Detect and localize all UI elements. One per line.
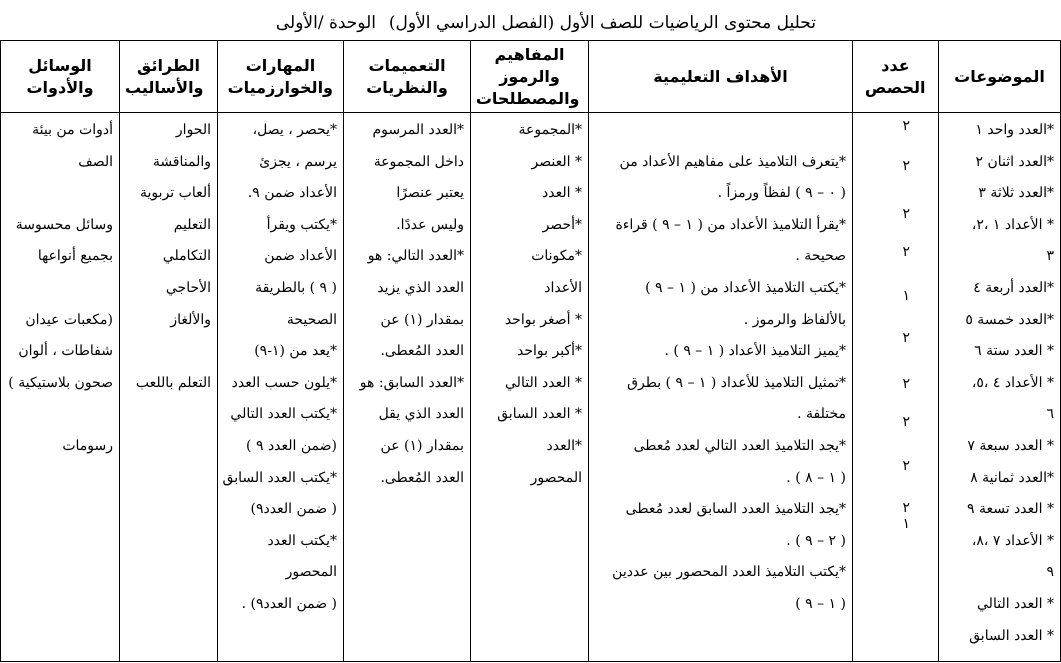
cell-line: العدد الذي يقل bbox=[378, 406, 464, 423]
cell-line: *العدد اثنان ٢ bbox=[975, 153, 1054, 170]
cell-line: ( ضمن العدد٩) . bbox=[241, 595, 337, 612]
column-sessions bbox=[852, 41, 938, 661]
cell-line: * العدد bbox=[542, 185, 582, 202]
cell-line: بمقدار (١) عن bbox=[380, 437, 464, 454]
cell-line: *العدد ثمانية ٨ bbox=[970, 469, 1054, 486]
header-concepts-label: المفاهيم والرموز والمصطلحات bbox=[475, 44, 580, 108]
session-count: ٢ bbox=[902, 118, 910, 134]
cell-line: * أصغر بواحد bbox=[504, 311, 582, 328]
column-concepts bbox=[470, 41, 588, 661]
cell-line: (ضمن العدد ٩ ) bbox=[246, 437, 337, 454]
cell-line: العدد المُعطى. bbox=[380, 343, 464, 360]
session-count: ١ bbox=[902, 288, 910, 304]
cell-line: * الأعداد ٤ ،٥، bbox=[971, 374, 1054, 391]
cell-line: ( ٩ ) بالطريقة bbox=[255, 279, 337, 296]
header-methods-label: الطرائق والأساليب bbox=[124, 55, 204, 97]
generalizations-list bbox=[344, 113, 470, 661]
cell-line: المحصور bbox=[530, 469, 582, 486]
session-count: ١ bbox=[902, 516, 910, 532]
header-sessions bbox=[853, 41, 938, 113]
page-header bbox=[0, 13, 1061, 37]
cell-line: * العدد ستة ٦ bbox=[974, 343, 1054, 360]
cell-line: * العدد تسعة ٩ bbox=[966, 501, 1054, 518]
header-tools-label: الوسائل والأدوات bbox=[26, 55, 94, 97]
cell-line: ( ١ – ٨ ) . bbox=[786, 469, 846, 486]
cell-line: ( ٠ – ٩ ) لفظاً ورمزاً . bbox=[717, 185, 846, 202]
cell-line: العدد الذي يزيد bbox=[377, 279, 464, 296]
unit-label: الوحدة /الأولى bbox=[275, 13, 376, 33]
cell-line: وسائل محسوسة bbox=[15, 216, 113, 233]
cell-line: *العدد خمسة ٥ bbox=[965, 311, 1054, 328]
cell-line bbox=[7, 178, 113, 210]
sessions-list bbox=[853, 113, 938, 661]
cell-line: التعلم باللعب bbox=[135, 374, 211, 391]
cell-line: والألغاز bbox=[170, 311, 211, 328]
tools-list bbox=[1, 113, 119, 661]
cell-line: *العدد التالي: هو bbox=[367, 248, 464, 265]
cell-line: ألعاب تربوية bbox=[140, 185, 211, 202]
column-objectives bbox=[588, 41, 852, 661]
cell-line: *العدد bbox=[546, 437, 582, 454]
cell-line: *العدد المرسوم bbox=[372, 122, 464, 138]
cell-line: بجميع أنواعها bbox=[37, 248, 113, 265]
cell-line: العدد المُعطى. bbox=[380, 469, 464, 486]
cell-line: *تمثيل التلاميذ للأعداد ( ١ – ٩ ) بطرق bbox=[627, 374, 846, 391]
cell-line bbox=[7, 399, 113, 431]
column-topics bbox=[938, 41, 1060, 661]
cell-line: والمناقشة bbox=[152, 153, 211, 170]
objectives-list bbox=[589, 113, 852, 661]
cell-line: *العدد ثلاثة ٣ bbox=[978, 185, 1054, 202]
cell-line: ٣ bbox=[1046, 248, 1054, 265]
cell-line: ( ١ – ٩ ) bbox=[795, 595, 846, 612]
cell-line: الأحاجي bbox=[165, 279, 211, 296]
cell-line: وليس عددًا. bbox=[396, 216, 464, 233]
cell-line: بالألفاظ والرموز . bbox=[743, 311, 846, 328]
methods-list bbox=[120, 113, 217, 661]
cell-line: *يكتب العدد bbox=[267, 532, 337, 549]
session-count: ٢ bbox=[902, 376, 910, 392]
cell-line: *أحصر bbox=[542, 216, 582, 233]
cell-line: صحون بلاستيكية ) bbox=[8, 374, 113, 391]
cell-line: مختلفة . bbox=[797, 406, 846, 423]
cell-line: *يكتب التلاميذ الأعداد من ( ١ – ٩ ) bbox=[645, 279, 846, 296]
session-count: ٢ bbox=[902, 500, 910, 516]
cell-line bbox=[7, 273, 113, 305]
cell-line: *يقرأ التلاميذ الأعداد من ( ١ – ٩ ) قراءة bbox=[615, 216, 846, 233]
header-skills-label: المهارات والخوارزميات bbox=[227, 55, 333, 97]
cell-line: التعليم bbox=[173, 216, 211, 233]
header-objectives: الأهداف التعليمية bbox=[589, 41, 852, 113]
column-generalizations bbox=[343, 41, 470, 661]
session-count: ٢ bbox=[902, 244, 910, 260]
header-tools bbox=[1, 41, 119, 113]
cell-line: شفاطات ، ألوان bbox=[18, 343, 113, 360]
cell-line: داخل المجموعة bbox=[373, 153, 464, 170]
cell-line: *يكتب التلاميذ العدد المحصور بين عددين bbox=[612, 564, 846, 581]
header-topics: الموضوعات bbox=[939, 41, 1060, 113]
cell-line: * العدد التالي bbox=[977, 595, 1054, 612]
header-concepts bbox=[471, 41, 588, 113]
cell-line: *يكتب العدد التالي bbox=[230, 406, 337, 423]
cell-line: الأعداد ضمن bbox=[264, 248, 337, 265]
cell-line: *أكبر بواحد bbox=[517, 343, 582, 360]
column-skills bbox=[217, 41, 343, 661]
cell-line: (مكعبات عيدان bbox=[25, 311, 113, 328]
session-count: ٢ bbox=[902, 330, 910, 346]
skills-list bbox=[218, 113, 343, 661]
concepts-list bbox=[471, 113, 588, 661]
cell-line bbox=[595, 115, 846, 147]
cell-line: رسومات bbox=[62, 437, 113, 454]
cell-line: *يجد التلاميذ العدد التالي لعدد مُعطى bbox=[633, 437, 846, 454]
header-generalizations bbox=[344, 41, 470, 113]
cell-line: *يميز التلاميذ الأعداد ( ١ – ٩ ) . bbox=[664, 343, 846, 360]
cell-line: التكاملي bbox=[162, 248, 211, 265]
cell-line: *يكتب ويقرأ bbox=[266, 216, 337, 233]
cell-line: ٦ bbox=[1046, 406, 1054, 423]
cell-line: الصحيحة bbox=[286, 311, 337, 328]
cell-line: *يتعرف التلاميذ على مفاهيم الأعداد من bbox=[619, 153, 846, 170]
cell-line: * العدد السابق bbox=[969, 627, 1054, 644]
column-methods bbox=[119, 41, 217, 661]
cell-line: يعتبر عنصرًا bbox=[396, 185, 464, 202]
cell-line: ( ٢ – ٩ ) . bbox=[786, 532, 846, 549]
header-sessions-label: عدد الحصص bbox=[864, 55, 926, 97]
session-count: ٢ bbox=[902, 158, 910, 174]
header-generalizations-label: التعميمات والنظريات bbox=[366, 55, 448, 97]
cell-line: *يلون حسب العدد bbox=[231, 374, 337, 391]
cell-line: ( ضمن العدد٩) bbox=[250, 501, 337, 518]
cell-line: ٩ bbox=[1046, 564, 1054, 581]
cell-line: *العدد أربعة ٤ bbox=[973, 279, 1054, 296]
cell-line: * الأعداد ٧ ،٨، bbox=[971, 532, 1054, 549]
content-analysis-table bbox=[0, 40, 1061, 662]
session-count: ٢ bbox=[902, 414, 910, 430]
cell-line: *يجد التلاميذ العدد السابق لعدد مُعطى bbox=[625, 501, 846, 518]
header-methods bbox=[120, 41, 217, 113]
cell-line: *يحصر ، يصل، bbox=[252, 122, 337, 138]
cell-line: * العنصر bbox=[531, 153, 582, 170]
cell-line: *يكتب العدد السابق bbox=[222, 469, 337, 486]
cell-line: *العدد السابق: هو bbox=[359, 374, 464, 391]
cell-line: يرسم ، يجزئ bbox=[259, 153, 337, 170]
cell-line bbox=[126, 336, 211, 368]
cell-line: أدوات من بيئة bbox=[32, 122, 113, 138]
cell-line: * العدد سبعة ٧ bbox=[967, 437, 1054, 454]
header-skills bbox=[218, 41, 343, 113]
cell-line: الحوار bbox=[175, 122, 211, 138]
cell-line: *يعد من (١-٩) bbox=[254, 343, 337, 360]
session-count: ٢ bbox=[902, 206, 910, 222]
cell-line: الصف bbox=[78, 153, 113, 170]
cell-line: * العدد السابق bbox=[497, 406, 582, 423]
session-count: ٢ bbox=[902, 458, 910, 474]
cell-line: *مكونات bbox=[531, 248, 582, 265]
cell-line: *العدد واحد ١ bbox=[975, 122, 1054, 138]
cell-line: المحصور bbox=[285, 564, 337, 581]
cell-line: الأعداد bbox=[544, 279, 582, 296]
cell-line: الأعداد ضمن ٩. bbox=[247, 185, 337, 202]
topics-list bbox=[939, 113, 1060, 661]
column-tools bbox=[1, 41, 119, 661]
cell-line: * الأعداد ١ ،٢، bbox=[971, 216, 1054, 233]
cell-line: *المجموعة bbox=[518, 122, 582, 138]
cell-line: صحيحة . bbox=[795, 248, 846, 265]
cell-line: * العدد التالي bbox=[505, 374, 582, 391]
page-title: تحليل محتوى الرياضيات للصف الأول (الفصل الدراسي الأول) bbox=[388, 13, 816, 33]
cell-line: بمقدار (١) عن bbox=[380, 311, 464, 328]
